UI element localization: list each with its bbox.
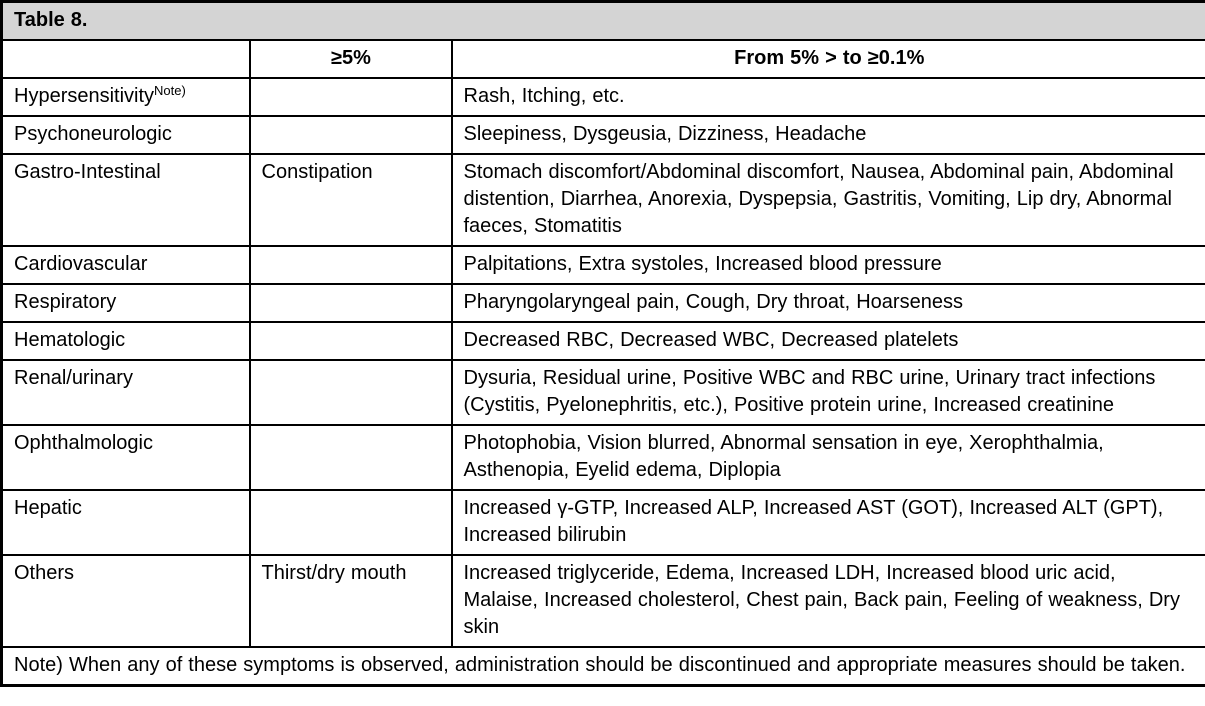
- table-row: [2, 490, 1205, 555]
- table-row: [2, 154, 1205, 246]
- table-header-row: [2, 40, 1205, 78]
- header-ge5-percent: ≥5%: [250, 40, 452, 78]
- category-cell: Respiratory: [2, 284, 250, 322]
- header-category: [2, 40, 250, 78]
- table-row: [2, 78, 1205, 116]
- from5-to-01-cell: Decreased RBC, Decreased WBC, Decreased platelets: [452, 322, 1205, 360]
- table-note-row: [2, 647, 1205, 686]
- category-cell: Hematologic: [2, 322, 250, 360]
- ge5-cell: Thirst/dry mouth: [250, 555, 452, 647]
- ge5-cell: [250, 116, 452, 154]
- table-row: [2, 116, 1205, 154]
- ge5-cell: [250, 78, 452, 116]
- category-cell: Hepatic: [2, 490, 250, 555]
- category-cell: Others: [2, 555, 250, 647]
- table-row: [2, 555, 1205, 647]
- ge5-cell: [250, 425, 452, 490]
- table-title-row: [2, 2, 1205, 41]
- category-cell: Ophthalmologic: [2, 425, 250, 490]
- category-label: Hypersensitivity: [14, 85, 155, 107]
- table-row: [2, 284, 1205, 322]
- table-row: [2, 360, 1205, 425]
- from5-to-01-cell: Increased triglyceride, Edema, Increased LDH, Increased blood uric acid, Malaise, Increased cholesterol, Chest pain, Back pain, Feeling of weakness, Dry skin: [452, 555, 1205, 647]
- ge5-cell: Constipation: [250, 154, 452, 246]
- table-title: Table 8.: [2, 2, 1205, 41]
- category-cell: Psychoneurologic: [2, 116, 250, 154]
- ge5-cell: [250, 284, 452, 322]
- from5-to-01-cell: Photophobia, Vision blurred, Abnormal sensation in eye, Xerophthalmia, Asthenopia, Eyelid edema, Diplopia: [452, 425, 1205, 490]
- table-row: [2, 425, 1205, 490]
- from5-to-01-cell: Dysuria, Residual urine, Positive WBC and RBC urine, Urinary tract infections (Cystitis, Pyelonephritis, etc.), Positive protein urine, Increased creatinine: [452, 360, 1205, 425]
- table-footnote: Note) When any of these symptoms is observed, administration should be discontinued and appropriate measures should be taken.: [2, 647, 1205, 686]
- from5-to-01-cell: Pharyngolaryngeal pain, Cough, Dry throat, Hoarseness: [452, 284, 1205, 322]
- ge5-cell: [250, 360, 452, 425]
- category-cell: Renal/urinary: [2, 360, 250, 425]
- category-cell: [2, 78, 250, 116]
- table-row: [2, 246, 1205, 284]
- header-from5-to-01-percent: From 5% > to ≥0.1%: [452, 40, 1205, 78]
- from5-to-01-cell: Palpitations, Extra systoles, Increased blood pressure: [452, 246, 1205, 284]
- ge5-cell: [250, 322, 452, 360]
- category-cell: Gastro-Intestinal: [2, 154, 250, 246]
- ge5-cell: [250, 246, 452, 284]
- from5-to-01-cell: Stomach discomfort/Abdominal discomfort, Nausea, Abdominal pain, Abdominal distention, Diarrhea, Anorexia, Dyspepsia, Gastritis, Vomiting, Lip dry, Abnormal faeces, Stomatitis: [452, 154, 1205, 246]
- category-cell: Cardiovascular: [2, 246, 250, 284]
- note-superscript: Note): [154, 83, 186, 98]
- from5-to-01-cell: Rash, Itching, etc.: [452, 78, 1205, 116]
- from5-to-01-cell: Sleepiness, Dysgeusia, Dizziness, Headache: [452, 116, 1205, 154]
- ge5-cell: [250, 490, 452, 555]
- from5-to-01-cell: Increased γ-GTP, Increased ALP, Increased AST (GOT), Increased ALT (GPT), Increased bilirubin: [452, 490, 1205, 555]
- table-row: [2, 322, 1205, 360]
